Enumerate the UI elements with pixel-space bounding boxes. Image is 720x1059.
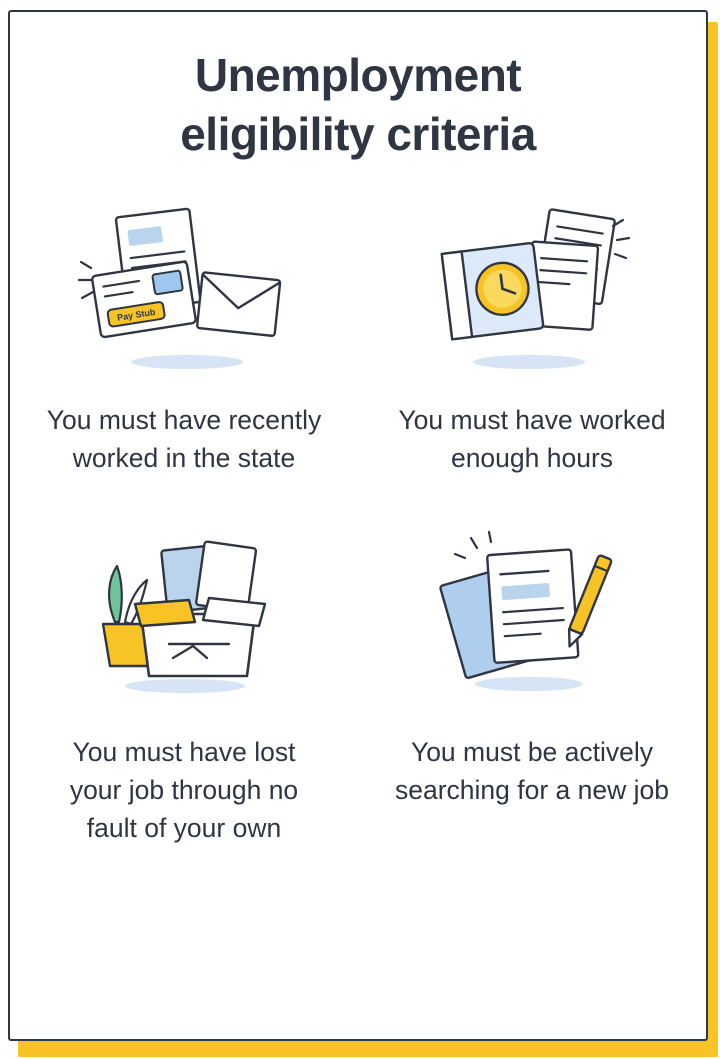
packed-box-icon bbox=[69, 526, 299, 711]
criteria-grid bbox=[10, 198, 706, 848]
criteria-item-4 bbox=[358, 526, 706, 848]
criteria-item-1 bbox=[10, 198, 358, 478]
infographic-card bbox=[8, 10, 708, 1041]
pay-stub-label: Pay Stub bbox=[116, 306, 157, 323]
criteria-item-2 bbox=[358, 198, 706, 478]
criteria-caption-4: You must be actively searching for a new job bbox=[395, 736, 669, 806]
page-title bbox=[10, 12, 706, 164]
criteria-item-3 bbox=[10, 526, 358, 848]
pay-stub-envelope-icon bbox=[69, 198, 299, 383]
clock-documents-icon bbox=[417, 198, 647, 383]
criteria-caption-3: You must have lost your job through no fault of your own bbox=[69, 736, 299, 844]
criteria-caption-2: You must have worked enough hours bbox=[398, 404, 666, 474]
title-line-1: Unemployment bbox=[194, 49, 522, 101]
resume-pencil-icon bbox=[417, 526, 647, 711]
title-line-2: eligibility criteria bbox=[180, 107, 536, 160]
criteria-caption-1: You must have recently worked in the state bbox=[46, 404, 322, 474]
